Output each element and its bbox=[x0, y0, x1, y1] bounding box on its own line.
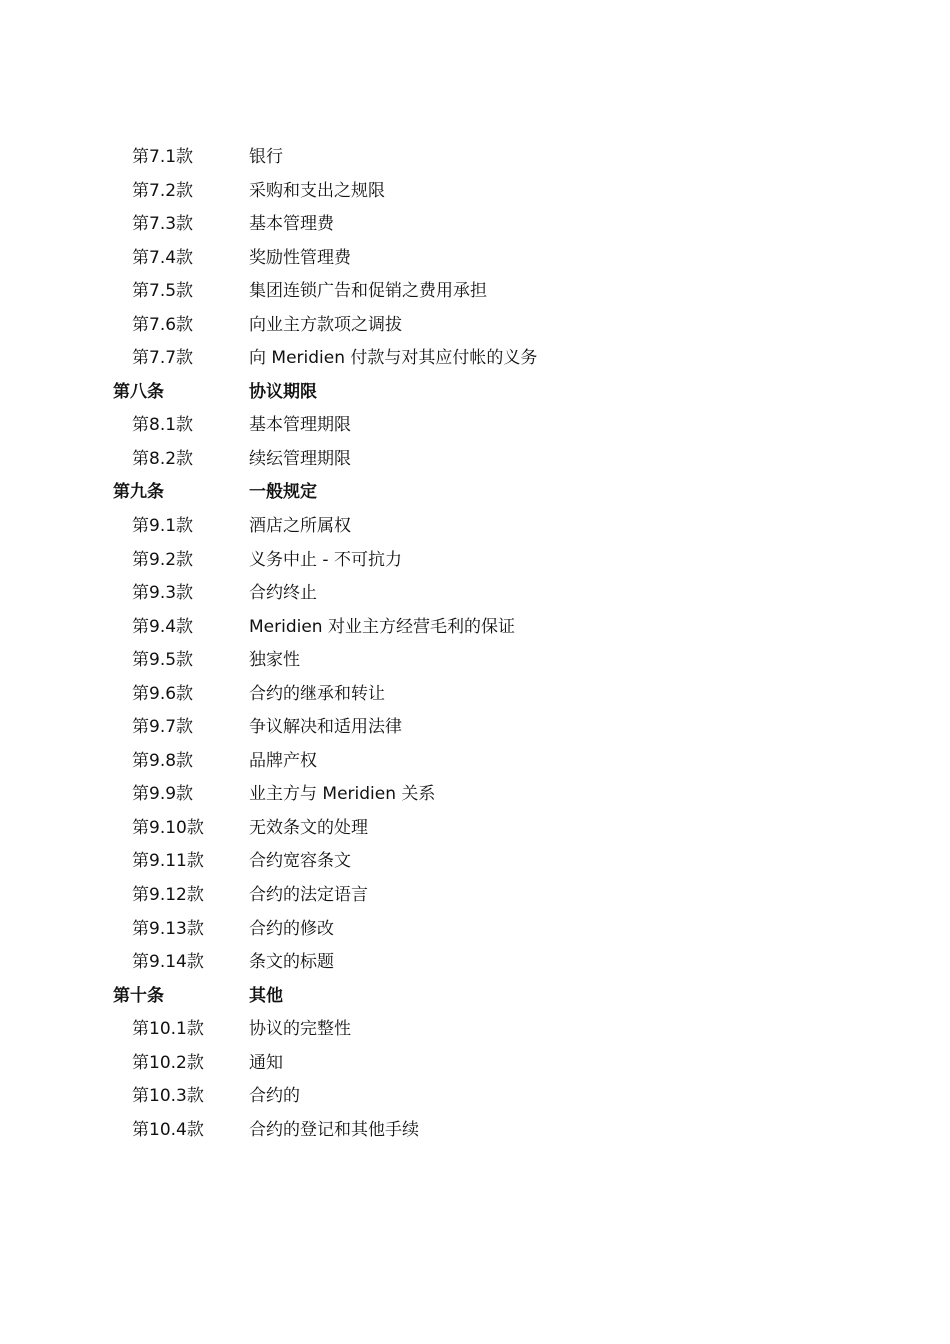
table-of-contents bbox=[0, 141, 950, 1147]
toc-row-clause bbox=[0, 1047, 950, 1081]
toc-row-clause bbox=[0, 175, 950, 209]
toc-row-clause bbox=[0, 409, 950, 443]
clause-title: 合约的修改 bbox=[249, 918, 334, 939]
clause-number: 第7.6款 bbox=[132, 314, 194, 335]
toc-row-clause bbox=[0, 1114, 950, 1148]
toc-row-clause bbox=[0, 510, 950, 544]
clause-title: 合约的法定语言 bbox=[249, 885, 368, 906]
clause-number: 第7.7款 bbox=[132, 348, 194, 369]
clause-title: 合约宽容条文 bbox=[249, 851, 351, 872]
toc-row-clause bbox=[0, 946, 950, 980]
clause-title: 基本管理费 bbox=[249, 214, 334, 235]
clause-number: 第10.1款 bbox=[132, 1019, 204, 1040]
toc-row-clause bbox=[0, 1080, 950, 1114]
toc-row-clause bbox=[0, 812, 950, 846]
clause-number: 第9.12款 bbox=[132, 885, 204, 906]
clause-number: 第7.3款 bbox=[132, 214, 194, 235]
toc-row-clause bbox=[0, 778, 950, 812]
toc-row-clause bbox=[0, 879, 950, 913]
toc-row-clause bbox=[0, 577, 950, 611]
clause-number: 第9.1款 bbox=[132, 516, 194, 537]
article-title: 其他 bbox=[249, 985, 283, 1006]
clause-number: 第9.5款 bbox=[132, 650, 194, 671]
clause-number: 第9.8款 bbox=[132, 750, 194, 771]
article-number: 第九条 bbox=[113, 482, 164, 503]
toc-row-clause bbox=[0, 1013, 950, 1047]
toc-row-clause bbox=[0, 678, 950, 712]
toc-row-clause bbox=[0, 208, 950, 242]
clause-title: 独家性 bbox=[249, 650, 300, 671]
toc-row-article bbox=[0, 376, 950, 410]
clause-number: 第9.6款 bbox=[132, 683, 194, 704]
clause-number: 第9.13款 bbox=[132, 918, 204, 939]
clause-title: 酒店之所属权 bbox=[249, 516, 351, 537]
clause-title: 无效条文的处理 bbox=[249, 817, 368, 838]
toc-row-clause bbox=[0, 242, 950, 276]
clause-number: 第9.3款 bbox=[132, 583, 194, 604]
toc-row-clause bbox=[0, 309, 950, 343]
clause-title: 业主方与 Meridien 关系 bbox=[249, 784, 436, 805]
toc-row-clause bbox=[0, 845, 950, 879]
clause-title: Meridien 对业主方经营毛利的保证 bbox=[249, 616, 515, 637]
clause-title: 品牌产权 bbox=[249, 750, 317, 771]
clause-number: 第8.2款 bbox=[132, 448, 194, 469]
toc-row-clause bbox=[0, 141, 950, 175]
clause-title: 向 Meridien 付款与对其应付帐的义务 bbox=[249, 348, 538, 369]
toc-row-article bbox=[0, 476, 950, 510]
clause-number: 第9.7款 bbox=[132, 717, 194, 738]
clause-title: 义务中止 - 不可抗力 bbox=[249, 549, 402, 570]
clause-title: 合约的继承和转让 bbox=[249, 683, 385, 704]
clause-title: 协议的完整性 bbox=[249, 1019, 351, 1040]
clause-title: 合约的 bbox=[249, 1086, 300, 1107]
article-title: 一般规定 bbox=[249, 482, 317, 503]
toc-row-clause bbox=[0, 611, 950, 645]
clause-number: 第7.5款 bbox=[132, 281, 194, 302]
toc-row-clause bbox=[0, 644, 950, 678]
clause-number: 第9.2款 bbox=[132, 549, 194, 570]
clause-number: 第7.2款 bbox=[132, 180, 194, 201]
clause-number: 第8.1款 bbox=[132, 415, 194, 436]
clause-title: 通知 bbox=[249, 1052, 283, 1073]
clause-title: 条文的标题 bbox=[249, 952, 334, 973]
clause-title: 集团连锁广告和促销之费用承担 bbox=[249, 281, 487, 302]
clause-title: 银行 bbox=[249, 147, 283, 167]
toc-row-clause bbox=[0, 443, 950, 477]
article-title: 协议期限 bbox=[249, 381, 317, 402]
toc-row-clause bbox=[0, 544, 950, 578]
clause-title: 争议解决和适用法律 bbox=[249, 717, 402, 738]
clause-title: 合约终止 bbox=[249, 583, 317, 604]
toc-row-clause bbox=[0, 275, 950, 309]
clause-title: 合约的登记和其他手续 bbox=[249, 1119, 419, 1140]
clause-number: 第9.11款 bbox=[132, 851, 204, 872]
clause-title: 奖励性管理费 bbox=[249, 247, 351, 268]
clause-number: 第9.4款 bbox=[132, 616, 194, 637]
clause-number: 第9.9款 bbox=[132, 784, 194, 805]
toc-row-clause bbox=[0, 745, 950, 779]
article-number: 第八条 bbox=[113, 381, 164, 402]
clause-number: 第10.3款 bbox=[132, 1086, 204, 1107]
clause-title: 采购和支出之规限 bbox=[249, 180, 385, 201]
clause-number: 第10.4款 bbox=[132, 1119, 204, 1140]
clause-title: 基本管理期限 bbox=[249, 415, 351, 436]
clause-number: 第10.2款 bbox=[132, 1052, 204, 1073]
clause-number: 第9.14款 bbox=[132, 952, 204, 973]
clause-number: 第7.1款 bbox=[132, 147, 194, 167]
clause-number: 第7.4款 bbox=[132, 247, 194, 268]
article-number: 第十条 bbox=[113, 985, 164, 1006]
clause-title: 续纭管理期限 bbox=[249, 448, 351, 469]
toc-row-clause bbox=[0, 913, 950, 947]
toc-row-clause bbox=[0, 342, 950, 376]
clause-title: 向业主方款项之调拔 bbox=[249, 314, 402, 335]
toc-row-clause bbox=[0, 711, 950, 745]
clause-number: 第9.10款 bbox=[132, 817, 204, 838]
toc-row-article bbox=[0, 980, 950, 1014]
